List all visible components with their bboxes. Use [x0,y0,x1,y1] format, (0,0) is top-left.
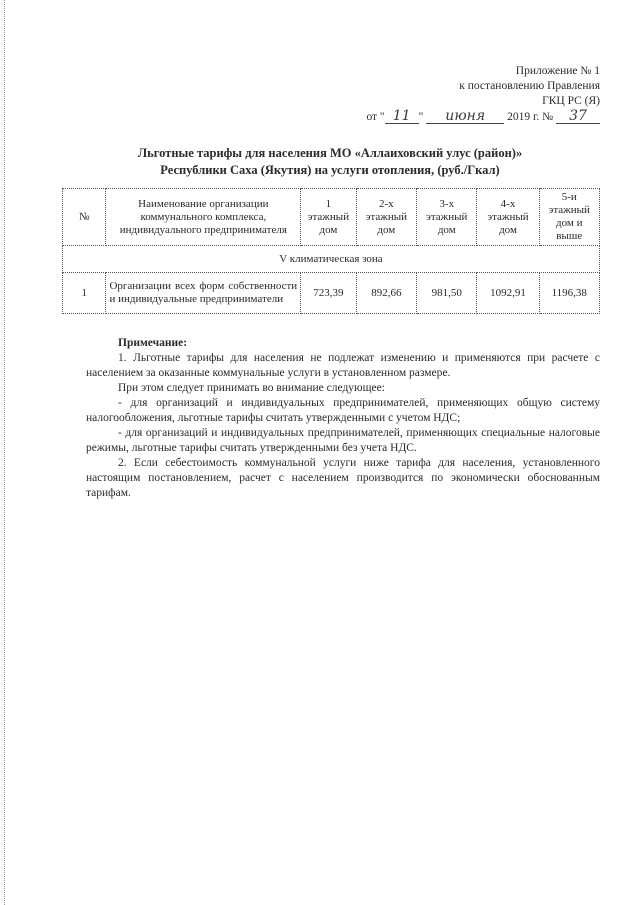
climate-zone: V климатическая зона [63,246,600,273]
note-paragraph-1: 1. Льготные тарифы для населения не подлежат изменению и применяются при расчете с населением за оказанные коммунальные услуги в установленном размере. [86,352,600,379]
notes-section [86,336,600,501]
cell-2-floor: 892,66 [356,273,416,314]
document-title [60,145,600,179]
header-2-floor: 2-х этажный дом [356,189,416,246]
cell-4-floor: 1092,91 [477,273,539,314]
date-year: 2019 г. № [507,111,554,123]
handwritten-month: июня [426,109,504,124]
tariff-table [62,188,600,314]
handwritten-number: 37 [556,109,600,124]
appendix-date-line [340,109,600,125]
note-paragraph-5: 2. Если себестоимость коммунальной услуги ниже тарифа для населения, установленного настоящим постановлением, расчет с населением производится по экономически обоснованным тарифам. [86,457,600,499]
table-row [63,273,600,314]
handwritten-day: 11 [385,109,419,124]
cell-organization: Организации всех форм собственности и индивидуальные предприниматели [106,273,301,314]
appendix-number: Приложение № 1 [515,65,600,77]
cell-3-floor: 981,50 [417,273,477,314]
header-1-floor: 1 этажный дом [301,189,356,246]
appendix-authority: ГКЦ РС (Я) [542,95,600,107]
table-header-row [63,189,600,246]
cell-1-floor: 723,39 [301,273,356,314]
note-paragraph-2: При этом следует принимать во внимание следующее: [118,382,385,394]
zone-row [63,246,600,273]
note-paragraph-4: - для организаций и индивидуальных предпринимателей, применяющих специальные налоговые режимы, льготные тарифы считать утвержденными без учета НДС. [86,427,600,454]
date-quote: " [418,111,424,123]
title-line-1: Льготные тарифы для населения МО «Аллаиховский улус (район)» [137,146,523,160]
note-paragraph-3: - для организаций и индивидуальных предпринимателей, применяющих общую систему налогообложения, льготные тарифы считать утвержденными с учетом НДС; [86,397,600,424]
scan-edge-line [4,0,5,905]
appendix-resolution: к постановлению Правления [459,80,600,92]
header-4-floor: 4-х этажный дом [477,189,539,246]
title-line-2: Республики Саха (Якутия) на услуги отопления, (руб./Гкал) [160,163,500,177]
cell-5-floor: 1196,38 [539,273,599,314]
header-organization: Наименование организации коммунального комплекса, индивидуального предпринимателя [106,189,301,246]
notes-heading: Примечание: [118,337,188,349]
cell-number: 1 [63,273,106,314]
header-5-floor: 5-и этажный дом и выше [539,189,599,246]
appendix-block [340,64,600,125]
header-3-floor: 3-х этажный дом [417,189,477,246]
date-prefix: от " [366,111,385,123]
header-number: № [63,189,106,246]
